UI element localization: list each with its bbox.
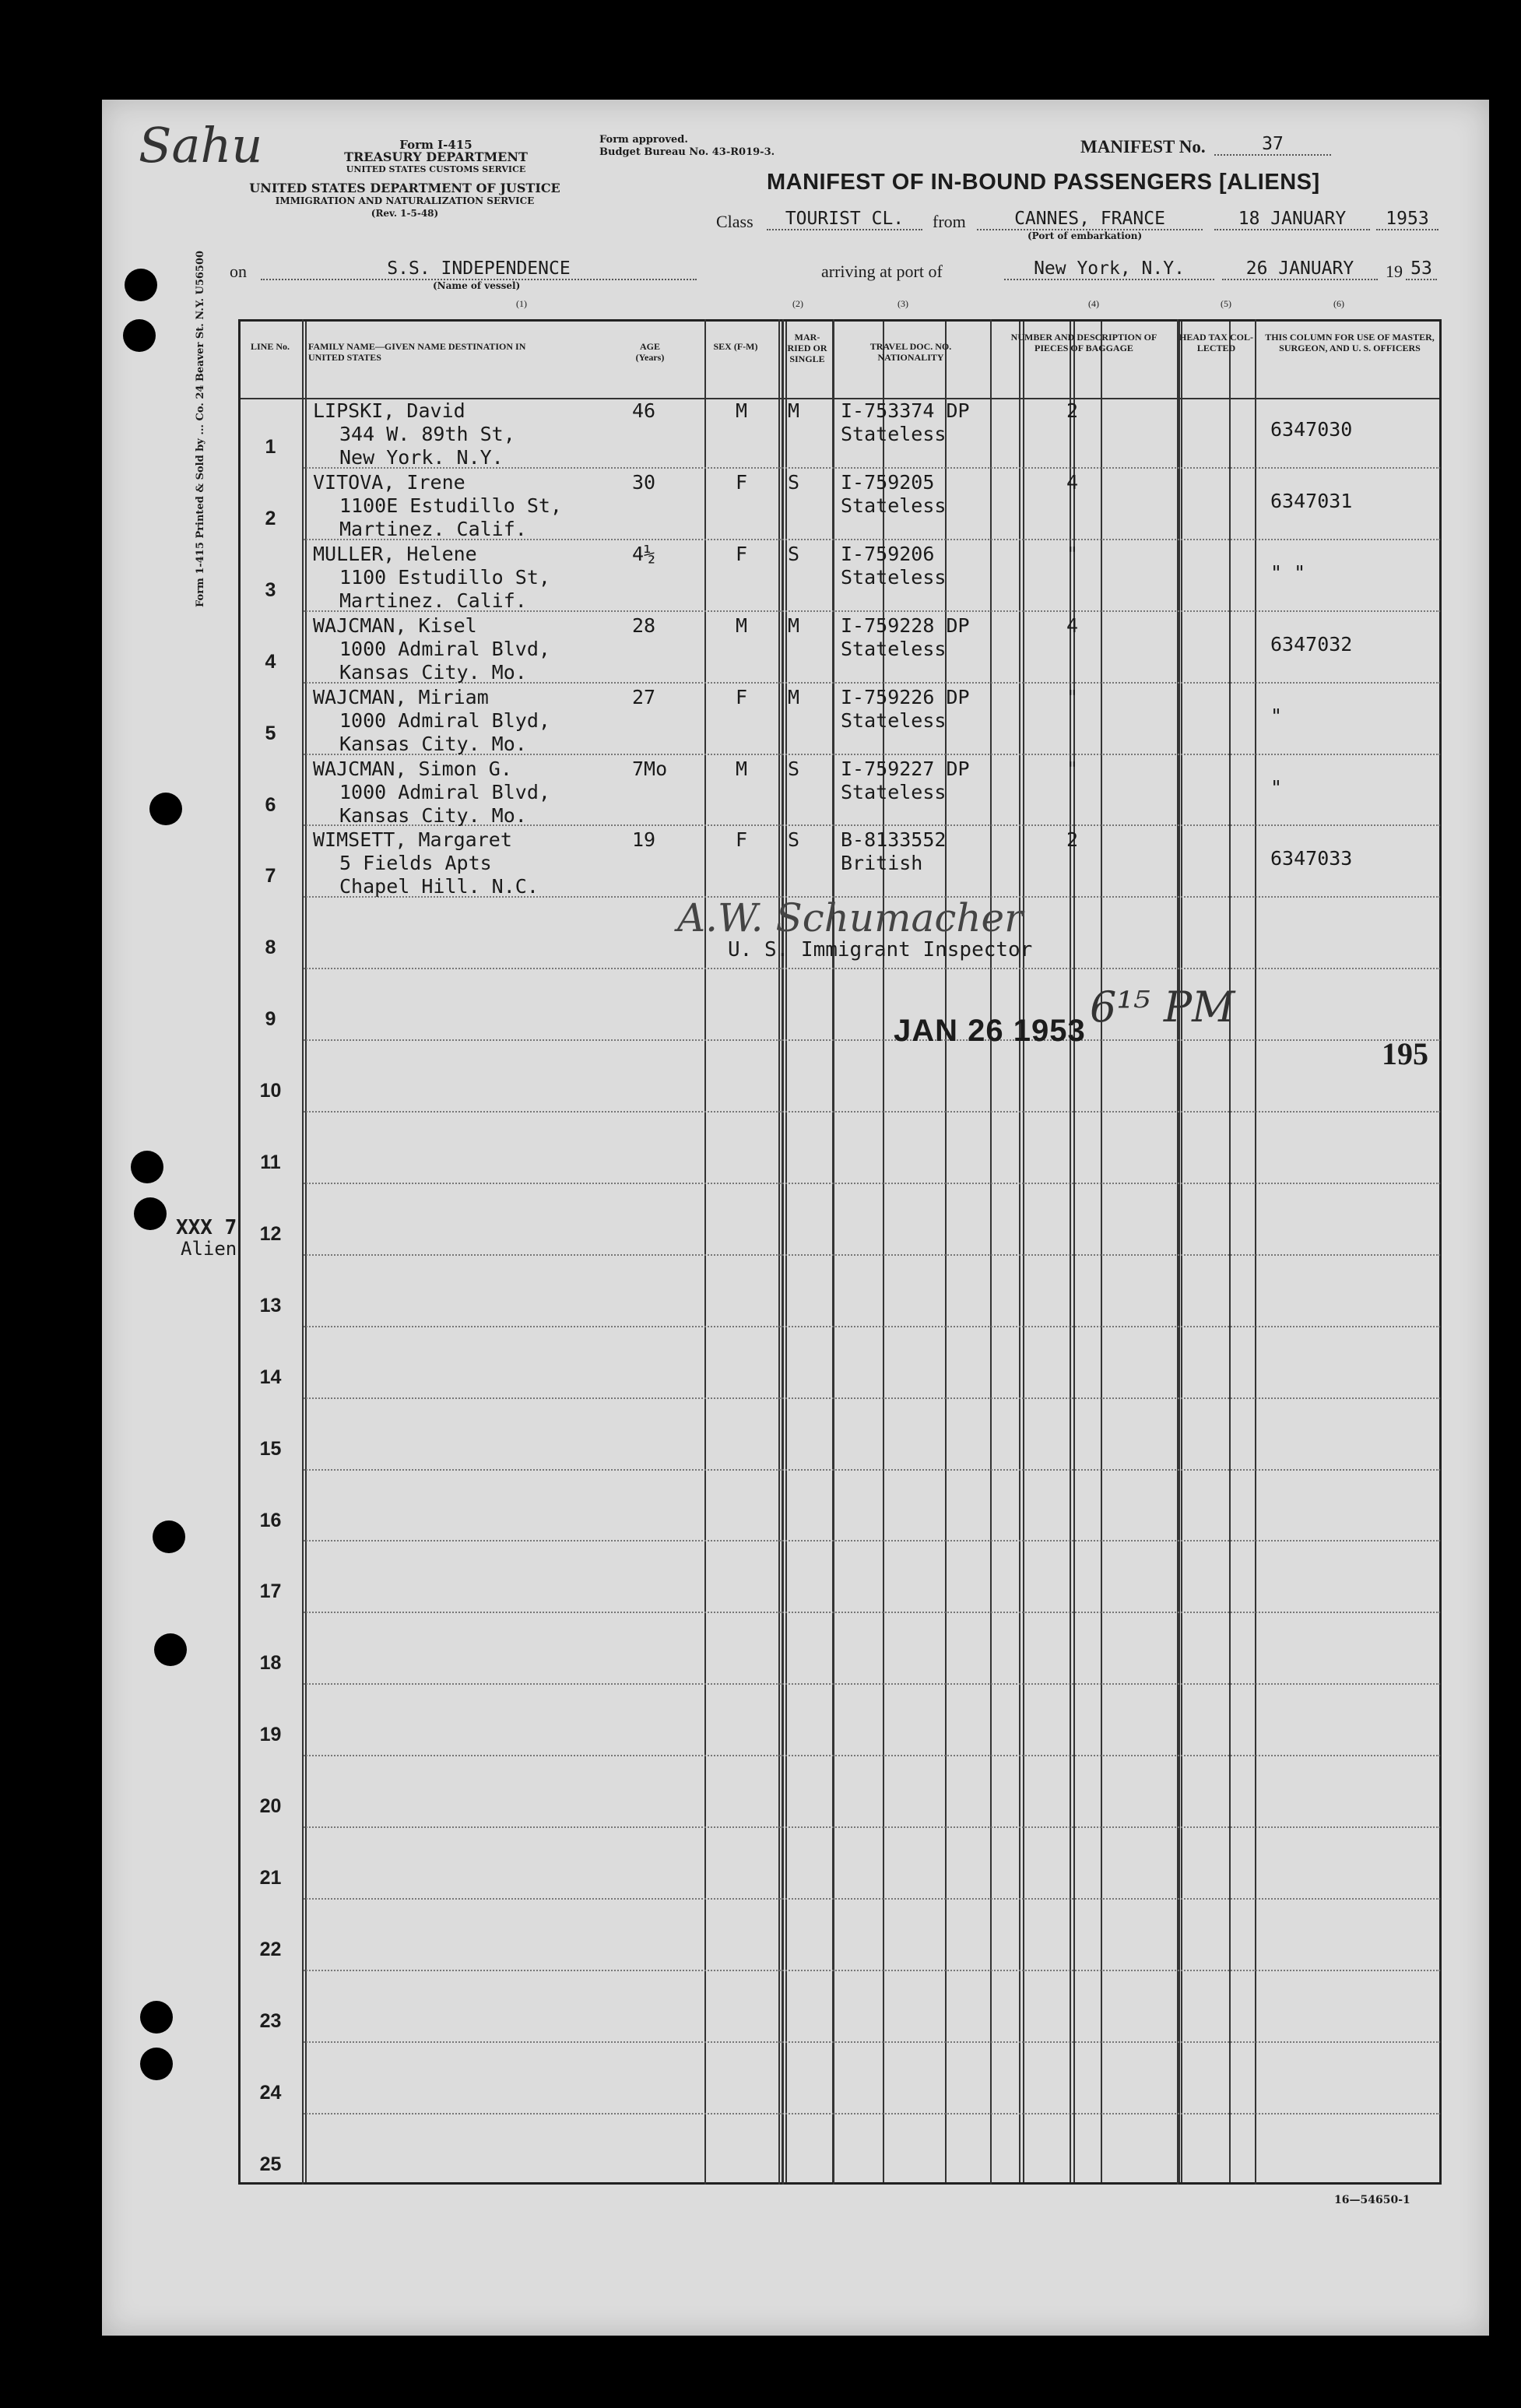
- passenger-name: VITOVA, Irene: [313, 470, 465, 494]
- col-number-1: (1): [516, 298, 527, 309]
- class-value: TOURIST CL.: [767, 209, 922, 230]
- col-header-line: LINE No.: [250, 341, 290, 352]
- col-number-2: (2): [792, 298, 803, 309]
- embarkation-date: 18 JANUARY: [1214, 209, 1370, 230]
- row-separator: [304, 1111, 1440, 1113]
- department-of-justice: UNITED STATES DEPARTMENT OF JUSTICE: [249, 181, 560, 195]
- passenger-name: MULLER, Helene: [313, 542, 477, 565]
- punch-hole: [149, 793, 182, 825]
- punch-hole: [140, 2001, 173, 2034]
- line-number: 8: [265, 937, 276, 959]
- manifest-no-label: MANIFEST No.: [1080, 137, 1206, 156]
- date-stamp: JAN 26 1953: [894, 1014, 1086, 1048]
- passenger-age: 30: [632, 470, 656, 494]
- budget-bureau: Budget Bureau No. 43-R019-3.: [599, 146, 775, 158]
- embarkation-port: CANNES, FRANCE: [977, 209, 1203, 230]
- officer-column-number: 6347031: [1270, 489, 1353, 512]
- line-number: 4: [265, 650, 276, 673]
- officer-column-number: 6347032: [1270, 632, 1353, 656]
- punch-hole: [140, 2048, 173, 2080]
- passenger-nationality: Stateless: [841, 565, 947, 589]
- passenger-sex: F: [736, 470, 748, 494]
- line-number: 24: [259, 2081, 282, 2104]
- line-number: 12: [259, 1222, 282, 1245]
- travel-document-number: I-759226 DP: [841, 685, 970, 708]
- passenger-nationality: Stateless: [841, 423, 947, 445]
- passenger-address-city: New York. N.Y.: [339, 446, 504, 469]
- passenger-name: WAJCMAN, Simon G.: [313, 757, 512, 780]
- form-number: Form I-415: [399, 138, 472, 152]
- passenger-nationality: British: [841, 852, 923, 875]
- line-number: 13: [259, 1294, 282, 1316]
- baggage-count: ": [1066, 685, 1079, 708]
- baggage-count: 4: [1066, 613, 1079, 637]
- line-number: 3: [265, 578, 276, 601]
- col-header-baggage: NUMBER AND DESCRIPTION OF PIECES OF BAGGAGE: [1010, 332, 1157, 353]
- passenger-name: WAJCMAN, Miriam: [313, 685, 489, 708]
- line-number: 23: [259, 2009, 282, 2032]
- passenger-address-city: Kansas City. Mo.: [339, 660, 527, 684]
- inspector-title: U. S. Immigrant Inspector: [728, 938, 1033, 961]
- row-separator: [304, 1326, 1440, 1327]
- line-number: 20: [259, 1795, 282, 1818]
- ins-name: IMMIGRATION AND NATURALIZATION SERVICE: [275, 195, 535, 206]
- row-separator: [304, 1254, 1440, 1256]
- customs-service: UNITED STATES CUSTOMS SERVICE: [346, 164, 526, 174]
- baggage-count: 2: [1066, 828, 1079, 852]
- col-header-travel: TRAVEL DOC. NO. NATIONALITY: [869, 341, 952, 363]
- passenger-address-city: Martinez. Calif.: [339, 589, 527, 612]
- travel-document-number: I-759227 DP: [841, 757, 970, 780]
- arrival-year-prefix: 19: [1386, 262, 1403, 281]
- punch-hole: [153, 1520, 185, 1553]
- punch-hole: [123, 319, 156, 352]
- vessel-caption: (Name of vessel): [433, 280, 521, 291]
- passenger-name: LIPSKI, David: [313, 399, 465, 422]
- vessel-name: S.S. INDEPENDENCE: [261, 258, 697, 280]
- passenger-address-street: 1000 Admiral Blvd,: [339, 637, 550, 660]
- line-number: 11: [260, 1151, 281, 1173]
- travel-document-number: I-753374 DP: [841, 399, 970, 422]
- passenger-nationality: Stateless: [841, 780, 947, 803]
- line-number: 6: [265, 793, 276, 816]
- baggage-count: 2: [1066, 399, 1079, 422]
- line-number: 17: [259, 1580, 282, 1603]
- side-print: Form 1-415 Printed & Sold by ... Co. 24 Beaver St. N.Y. U56500: [195, 250, 206, 607]
- col-number-3: (3): [897, 298, 908, 309]
- row-separator: [304, 1540, 1440, 1541]
- arrival-port: New York, N.Y.: [1004, 258, 1214, 280]
- passenger-address-street: 344 W. 89th St,: [339, 423, 515, 445]
- row-separator: [304, 1826, 1440, 1828]
- passenger-sex: M: [736, 399, 748, 422]
- arrival-date: 26 JANUARY: [1222, 258, 1378, 280]
- margin-note-count: XXX 7: [176, 1216, 237, 1239]
- passenger-address-city: Kansas City. Mo.: [339, 803, 527, 827]
- passenger-marital-status: S: [788, 828, 800, 852]
- row-separator: [304, 2041, 1440, 2043]
- passenger-address-city: Kansas City. Mo.: [339, 732, 527, 755]
- officer-column-number: ": [1270, 704, 1283, 727]
- passenger-address-city: Martinez. Calif.: [339, 517, 527, 540]
- manifest-no-value: 37: [1214, 134, 1331, 156]
- line-number: 21: [259, 1867, 282, 1889]
- officer-column-number: 6347030: [1270, 418, 1353, 441]
- passenger-address-street: 1100E Estudillo St,: [339, 494, 562, 517]
- officer-column-number: " ": [1270, 561, 1306, 584]
- margin-note-alien: Alien: [181, 1238, 237, 1260]
- row-separator: [304, 1755, 1440, 1756]
- row-separator: [304, 968, 1440, 969]
- time-note: 6¹⁵ PM: [1090, 983, 1235, 1032]
- col-number-4: (4): [1088, 298, 1099, 309]
- col-header-officers: THIS COLUMN FOR USE OF MASTER, SURGEON, AND U. S. OFFICERS: [1265, 332, 1435, 353]
- officer-column-number: ": [1270, 775, 1283, 799]
- row-separator: [304, 1970, 1440, 1971]
- line-number: 10: [259, 1080, 282, 1102]
- travel-document-number: B-8133552: [841, 828, 947, 852]
- passenger-address-street: 5 Fields Apts: [339, 852, 492, 875]
- punch-hole: [125, 269, 157, 301]
- line-number: 16: [259, 1509, 282, 1531]
- arrival-year: 53: [1406, 258, 1437, 280]
- row-separator: [304, 2113, 1440, 2114]
- passenger-address-street: 1100 Estudillo St,: [339, 565, 550, 589]
- line-number: 2: [265, 507, 276, 529]
- class-label: Class: [716, 212, 753, 231]
- line-number: 1: [265, 436, 276, 458]
- passenger-nationality: Stateless: [841, 637, 947, 660]
- from-label: from: [933, 212, 966, 231]
- passenger-marital-status: M: [788, 399, 800, 422]
- passenger-marital-status: M: [788, 685, 800, 708]
- line-number: 18: [259, 1652, 282, 1675]
- passenger-age: 19: [632, 828, 656, 852]
- line-number: 9: [265, 1008, 276, 1031]
- arriving-label: arriving at port of: [821, 262, 943, 281]
- row-separator: [304, 1683, 1440, 1685]
- line-number: 25: [259, 2153, 282, 2175]
- line-number: 5: [265, 722, 276, 744]
- manifest-title: MANIFEST OF IN-BOUND PASSENGERS [ALIENS]: [767, 170, 1320, 195]
- passenger-age: 4½: [632, 542, 656, 565]
- punch-hole: [131, 1151, 163, 1183]
- punch-hole: [154, 1633, 187, 1666]
- row-separator: [304, 1397, 1440, 1399]
- page-number: 195: [1382, 1036, 1428, 1071]
- col-header-name: FAMILY NAME—GIVEN NAME DESTINATION IN UNITED STATES: [308, 341, 526, 363]
- passenger-sex: F: [736, 685, 748, 708]
- passenger-sex: F: [736, 542, 748, 565]
- passenger-address-city: Chapel Hill. N.C.: [339, 875, 539, 898]
- col-header-married: MAR- RIED OR SINGLE: [787, 332, 827, 364]
- officer-column-number: 6347033: [1270, 847, 1353, 870]
- passenger-age: 27: [632, 685, 656, 708]
- port-caption: (Port of embarkation): [1027, 230, 1143, 241]
- passenger-name: WIMSETT, Margaret: [313, 828, 512, 852]
- passenger-sex: M: [736, 613, 748, 637]
- baggage-count: ": [1066, 757, 1079, 780]
- passenger-nationality: Stateless: [841, 494, 947, 517]
- col-number-6: (6): [1333, 298, 1344, 309]
- passenger-marital-status: S: [788, 470, 800, 494]
- passenger-age: 28: [632, 613, 656, 637]
- passenger-address-street: 1000 Admiral Blvd,: [339, 780, 550, 803]
- travel-document-number: I-759206: [841, 542, 935, 565]
- col-header-age: AGE (Years): [635, 341, 665, 363]
- line-number: 14: [259, 1366, 282, 1388]
- travel-document-number: I-759205: [841, 470, 935, 494]
- passenger-marital-status: M: [788, 613, 800, 637]
- baggage-count: 4: [1066, 470, 1079, 494]
- form-footer: 16—54650-1: [1334, 2194, 1410, 2206]
- row-separator: [304, 1469, 1440, 1471]
- col-number-5: (5): [1221, 298, 1231, 309]
- passenger-name: WAJCMAN, Kisel: [313, 613, 477, 637]
- line-number: 19: [259, 1724, 282, 1746]
- passenger-sex: F: [736, 828, 748, 852]
- inspector-signature: A.W. Schumacher: [677, 895, 1024, 940]
- row-separator: [304, 1183, 1440, 1184]
- revision: (Rev. 1-5-48): [371, 208, 439, 219]
- passenger-nationality: Stateless: [841, 708, 947, 732]
- row-separator: [304, 1039, 1440, 1041]
- passenger-address-street: 1000 Admiral Blyd,: [339, 708, 550, 732]
- line-number: 15: [259, 1437, 282, 1460]
- passenger-marital-status: S: [788, 542, 800, 565]
- embarkation-year: 1953: [1376, 209, 1438, 230]
- passenger-sex: M: [736, 757, 748, 780]
- col-header-headtax: HEAD TAX COL- LECTED: [1179, 332, 1253, 353]
- line-number: 7: [265, 865, 276, 888]
- baggage-count: ": [1066, 542, 1079, 565]
- treasury-department: TREASURY DEPARTMENT: [344, 149, 528, 164]
- handwritten-corner-note: Sahu: [139, 117, 263, 174]
- col-header-sex: SEX (F-M): [713, 341, 758, 352]
- form-approved: Form approved.: [599, 134, 688, 146]
- passenger-age: 7Mo: [632, 757, 668, 780]
- line-number: 22: [259, 1938, 282, 1960]
- passenger-age: 46: [632, 399, 656, 422]
- passenger-marital-status: S: [788, 757, 800, 780]
- punch-hole: [134, 1197, 167, 1230]
- on-label: on: [230, 262, 247, 281]
- row-separator: [304, 1612, 1440, 1613]
- travel-document-number: I-759228 DP: [841, 613, 970, 637]
- row-separator: [304, 1898, 1440, 1900]
